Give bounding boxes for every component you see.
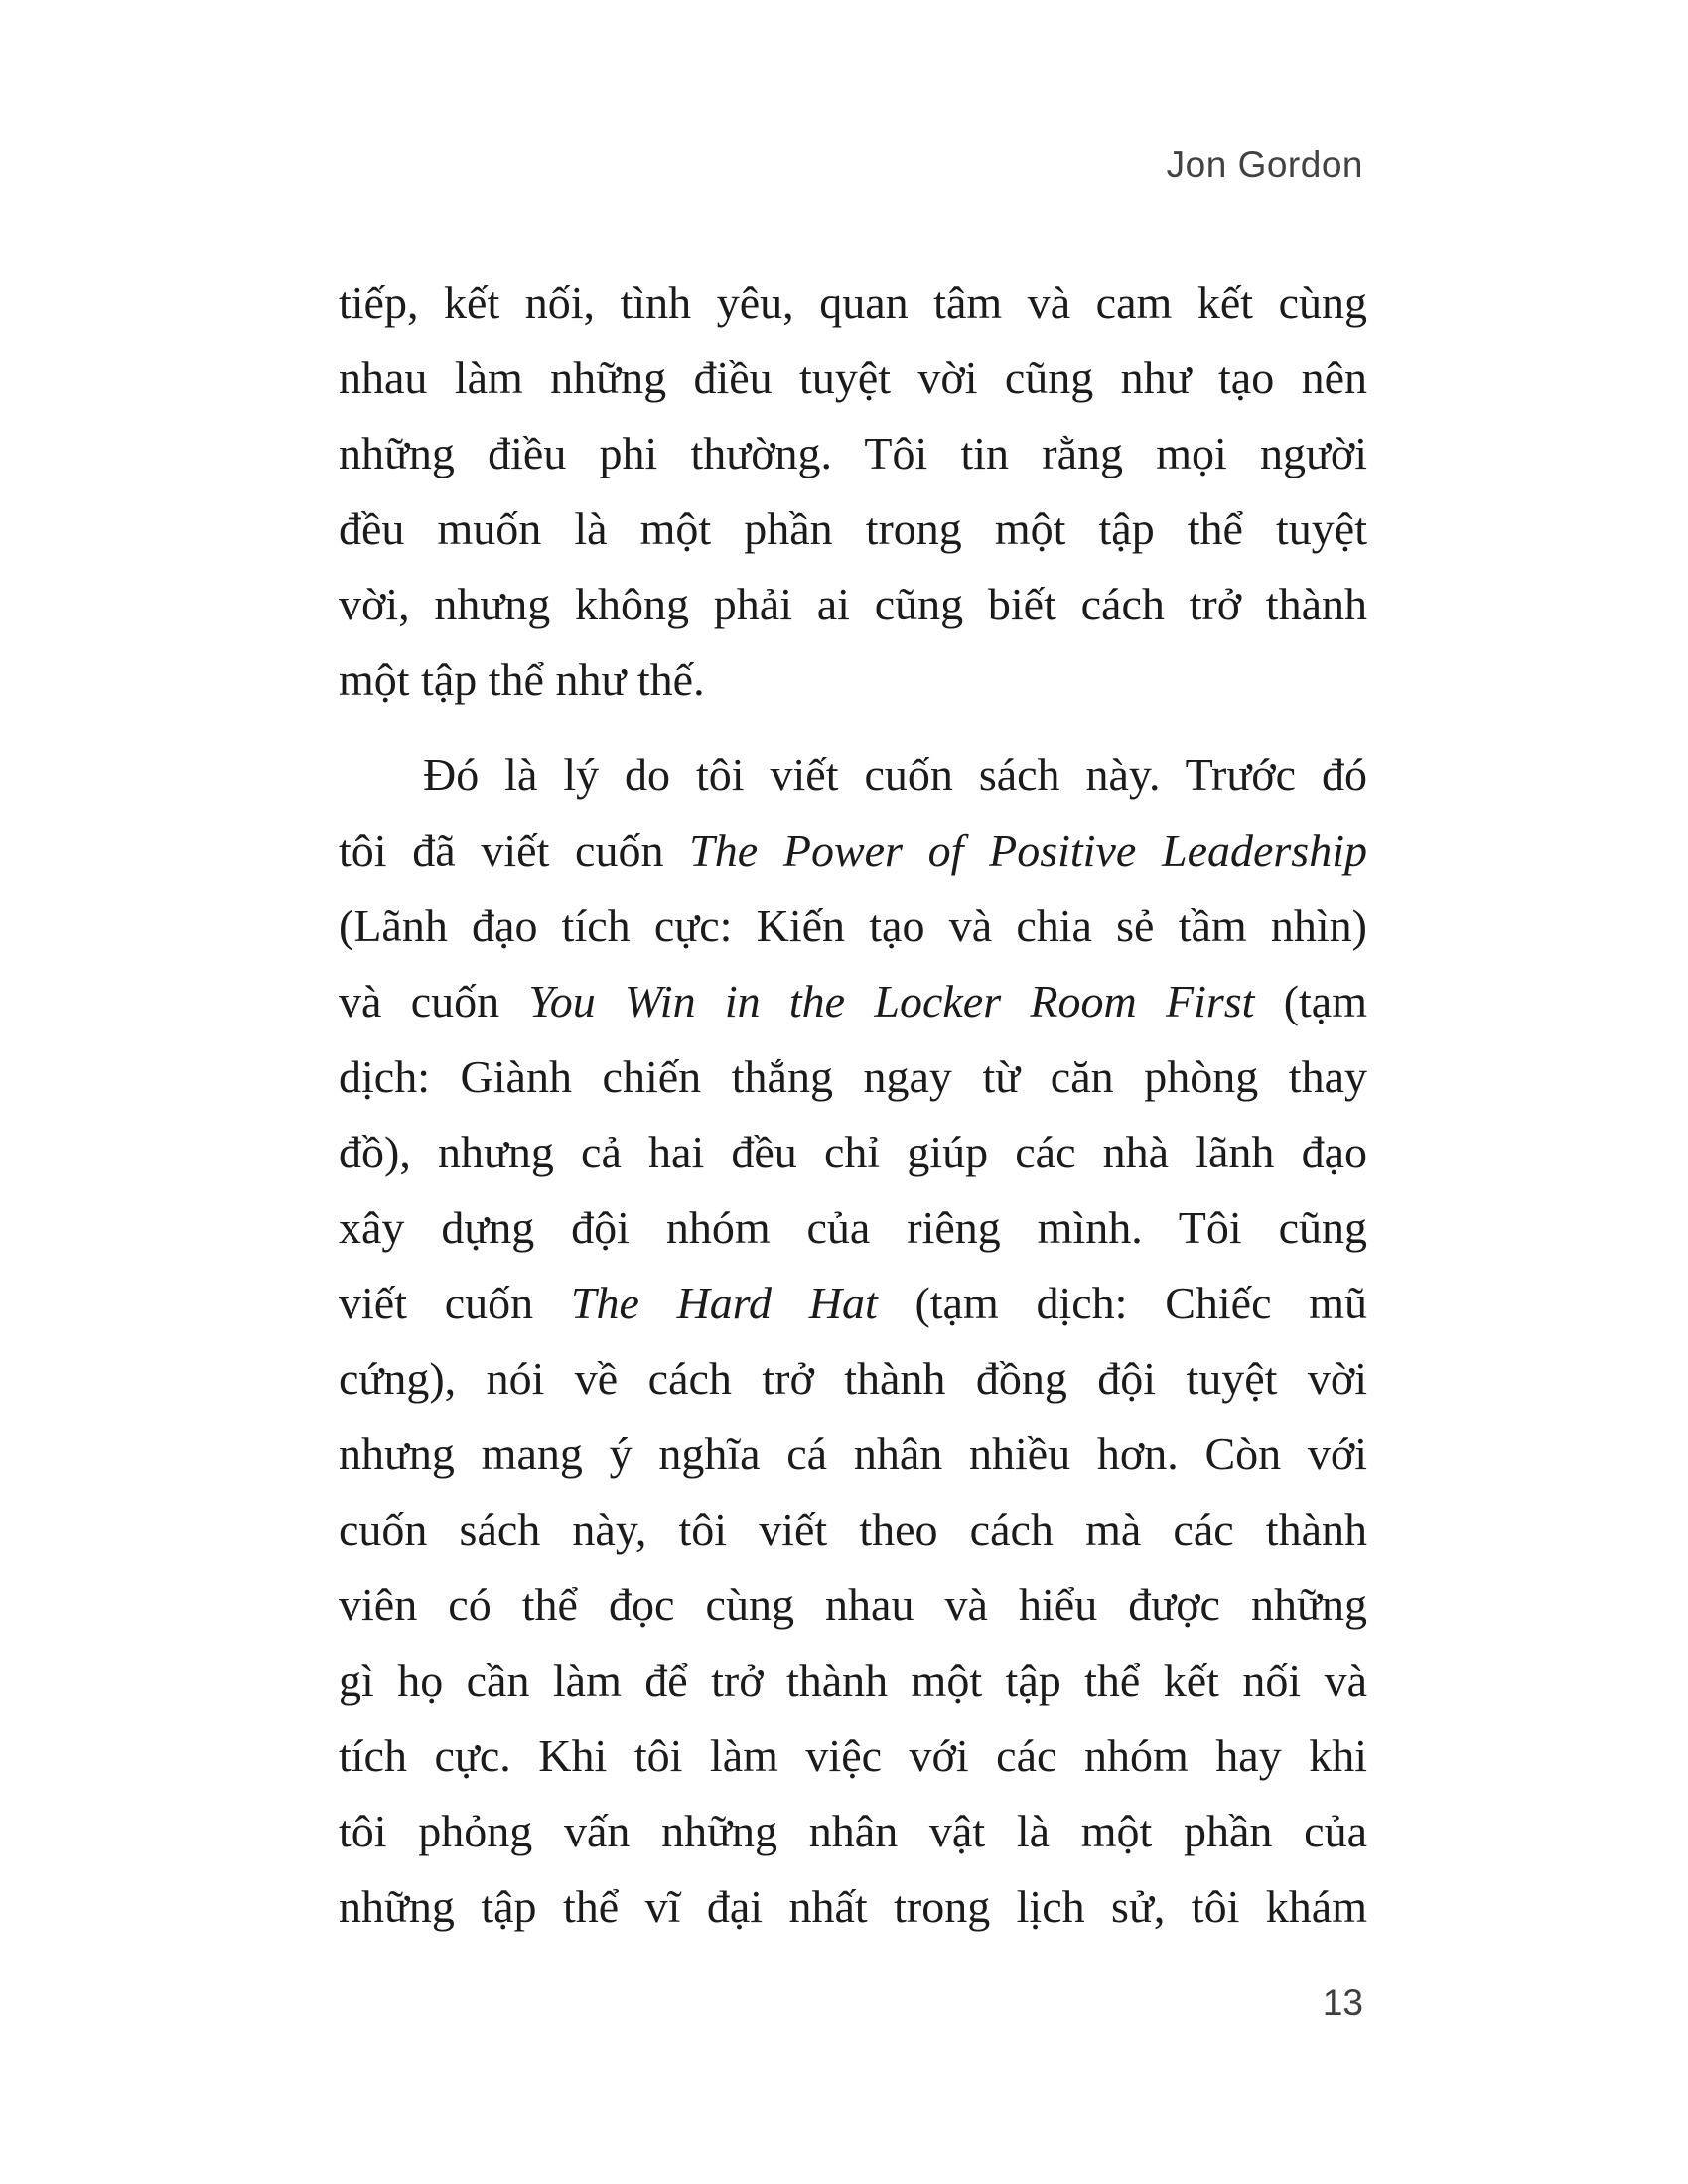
text-segment: và cuốn bbox=[339, 976, 529, 1026]
text-segment: tôi phỏng vấn những nhân vật là một phần của bbox=[339, 1806, 1367, 1856]
text-segment: nhưng mang ý nghĩa cá nhân nhiều hơn. Còn với bbox=[339, 1429, 1367, 1479]
text-segment: nhau làm những điều tuyệt vời cũng như tạo nên bbox=[339, 352, 1367, 403]
text-line bbox=[339, 1492, 1367, 1568]
text-line bbox=[339, 416, 1367, 491]
text-line bbox=[339, 491, 1367, 567]
text-line bbox=[339, 964, 1367, 1039]
text-line bbox=[339, 1568, 1367, 1643]
book-title: You Win in the Locker Room First bbox=[528, 976, 1255, 1026]
text-segment: viết cuốn bbox=[339, 1278, 571, 1328]
text-line bbox=[339, 738, 1367, 813]
text-line bbox=[339, 1794, 1367, 1869]
text-segment: vời, nhưng không phải ai cũng biết cách trở thành bbox=[339, 579, 1367, 629]
paragraph bbox=[339, 265, 1367, 718]
text-line bbox=[339, 265, 1367, 341]
text-segment: (Lãnh đạo tích cực: Kiến tạo và chia sẻ tầm nhìn) bbox=[339, 900, 1367, 951]
text-line bbox=[339, 1341, 1367, 1417]
book-title: The Power of Positive Leadership bbox=[689, 825, 1367, 876]
text-segment: tiếp, kết nối, tình yêu, quan tâm và cam kết cùng bbox=[339, 277, 1367, 328]
text-segment: xây dựng đội nhóm của riêng mình. Tôi cũng bbox=[339, 1202, 1367, 1253]
text-line bbox=[339, 1869, 1367, 1945]
text-segment: đều muốn là một phần trong một tập thể tuyệt bbox=[339, 503, 1367, 554]
text-segment: (tạm bbox=[1254, 976, 1368, 1026]
text-line bbox=[339, 1643, 1367, 1718]
text-segment: tích cực. Khi tôi làm việc với các nhóm hay khi bbox=[339, 1730, 1367, 1781]
text-segment: cứng), nói về cách trở thành đồng đội tuyệt vời bbox=[339, 1353, 1367, 1404]
text-segment: cuốn sách này, tôi viết theo cách mà các thành bbox=[339, 1504, 1367, 1555]
text-segment: tôi đã viết cuốn bbox=[339, 825, 690, 876]
text-segment: một tập thể như thế. bbox=[339, 654, 705, 705]
text-line bbox=[339, 1266, 1367, 1341]
page-number: 13 bbox=[1322, 1982, 1363, 2023]
running-header-author: Jon Gordon bbox=[1166, 144, 1363, 185]
text-line bbox=[339, 1039, 1367, 1115]
text-line bbox=[339, 1190, 1367, 1266]
text-segment: viên có thể đọc cùng nhau và hiểu được những bbox=[339, 1579, 1367, 1630]
text-line bbox=[339, 888, 1367, 964]
text-line bbox=[339, 341, 1367, 416]
text-segment: gì họ cần làm để trở thành một tập thể kết nối và bbox=[339, 1655, 1367, 1706]
text-line bbox=[339, 1718, 1367, 1794]
text-line bbox=[339, 567, 1367, 642]
text-segment: (tạm dịch: Chiếc mũ bbox=[877, 1278, 1367, 1328]
text-segment: những tập thể vĩ đại nhất trong lịch sử, tôi khám bbox=[339, 1881, 1367, 1932]
text-segment: dịch: Giành chiến thắng ngay từ căn phòng thay bbox=[339, 1051, 1367, 1102]
text-line bbox=[339, 1115, 1367, 1190]
text-line bbox=[339, 642, 1367, 718]
text-segment: những điều phi thường. Tôi tin rằng mọi người bbox=[339, 428, 1367, 478]
text-line bbox=[339, 813, 1367, 888]
paragraph bbox=[339, 738, 1367, 1945]
text-line bbox=[339, 1417, 1367, 1492]
text-segment: đồ), nhưng cả hai đều chỉ giúp các nhà lãnh đạo bbox=[339, 1127, 1367, 1177]
body-text bbox=[339, 265, 1367, 1945]
text-segment: Đó là lý do tôi viết cuốn sách này. Trước đó bbox=[423, 750, 1367, 800]
book-title: The Hard Hat bbox=[570, 1278, 878, 1328]
